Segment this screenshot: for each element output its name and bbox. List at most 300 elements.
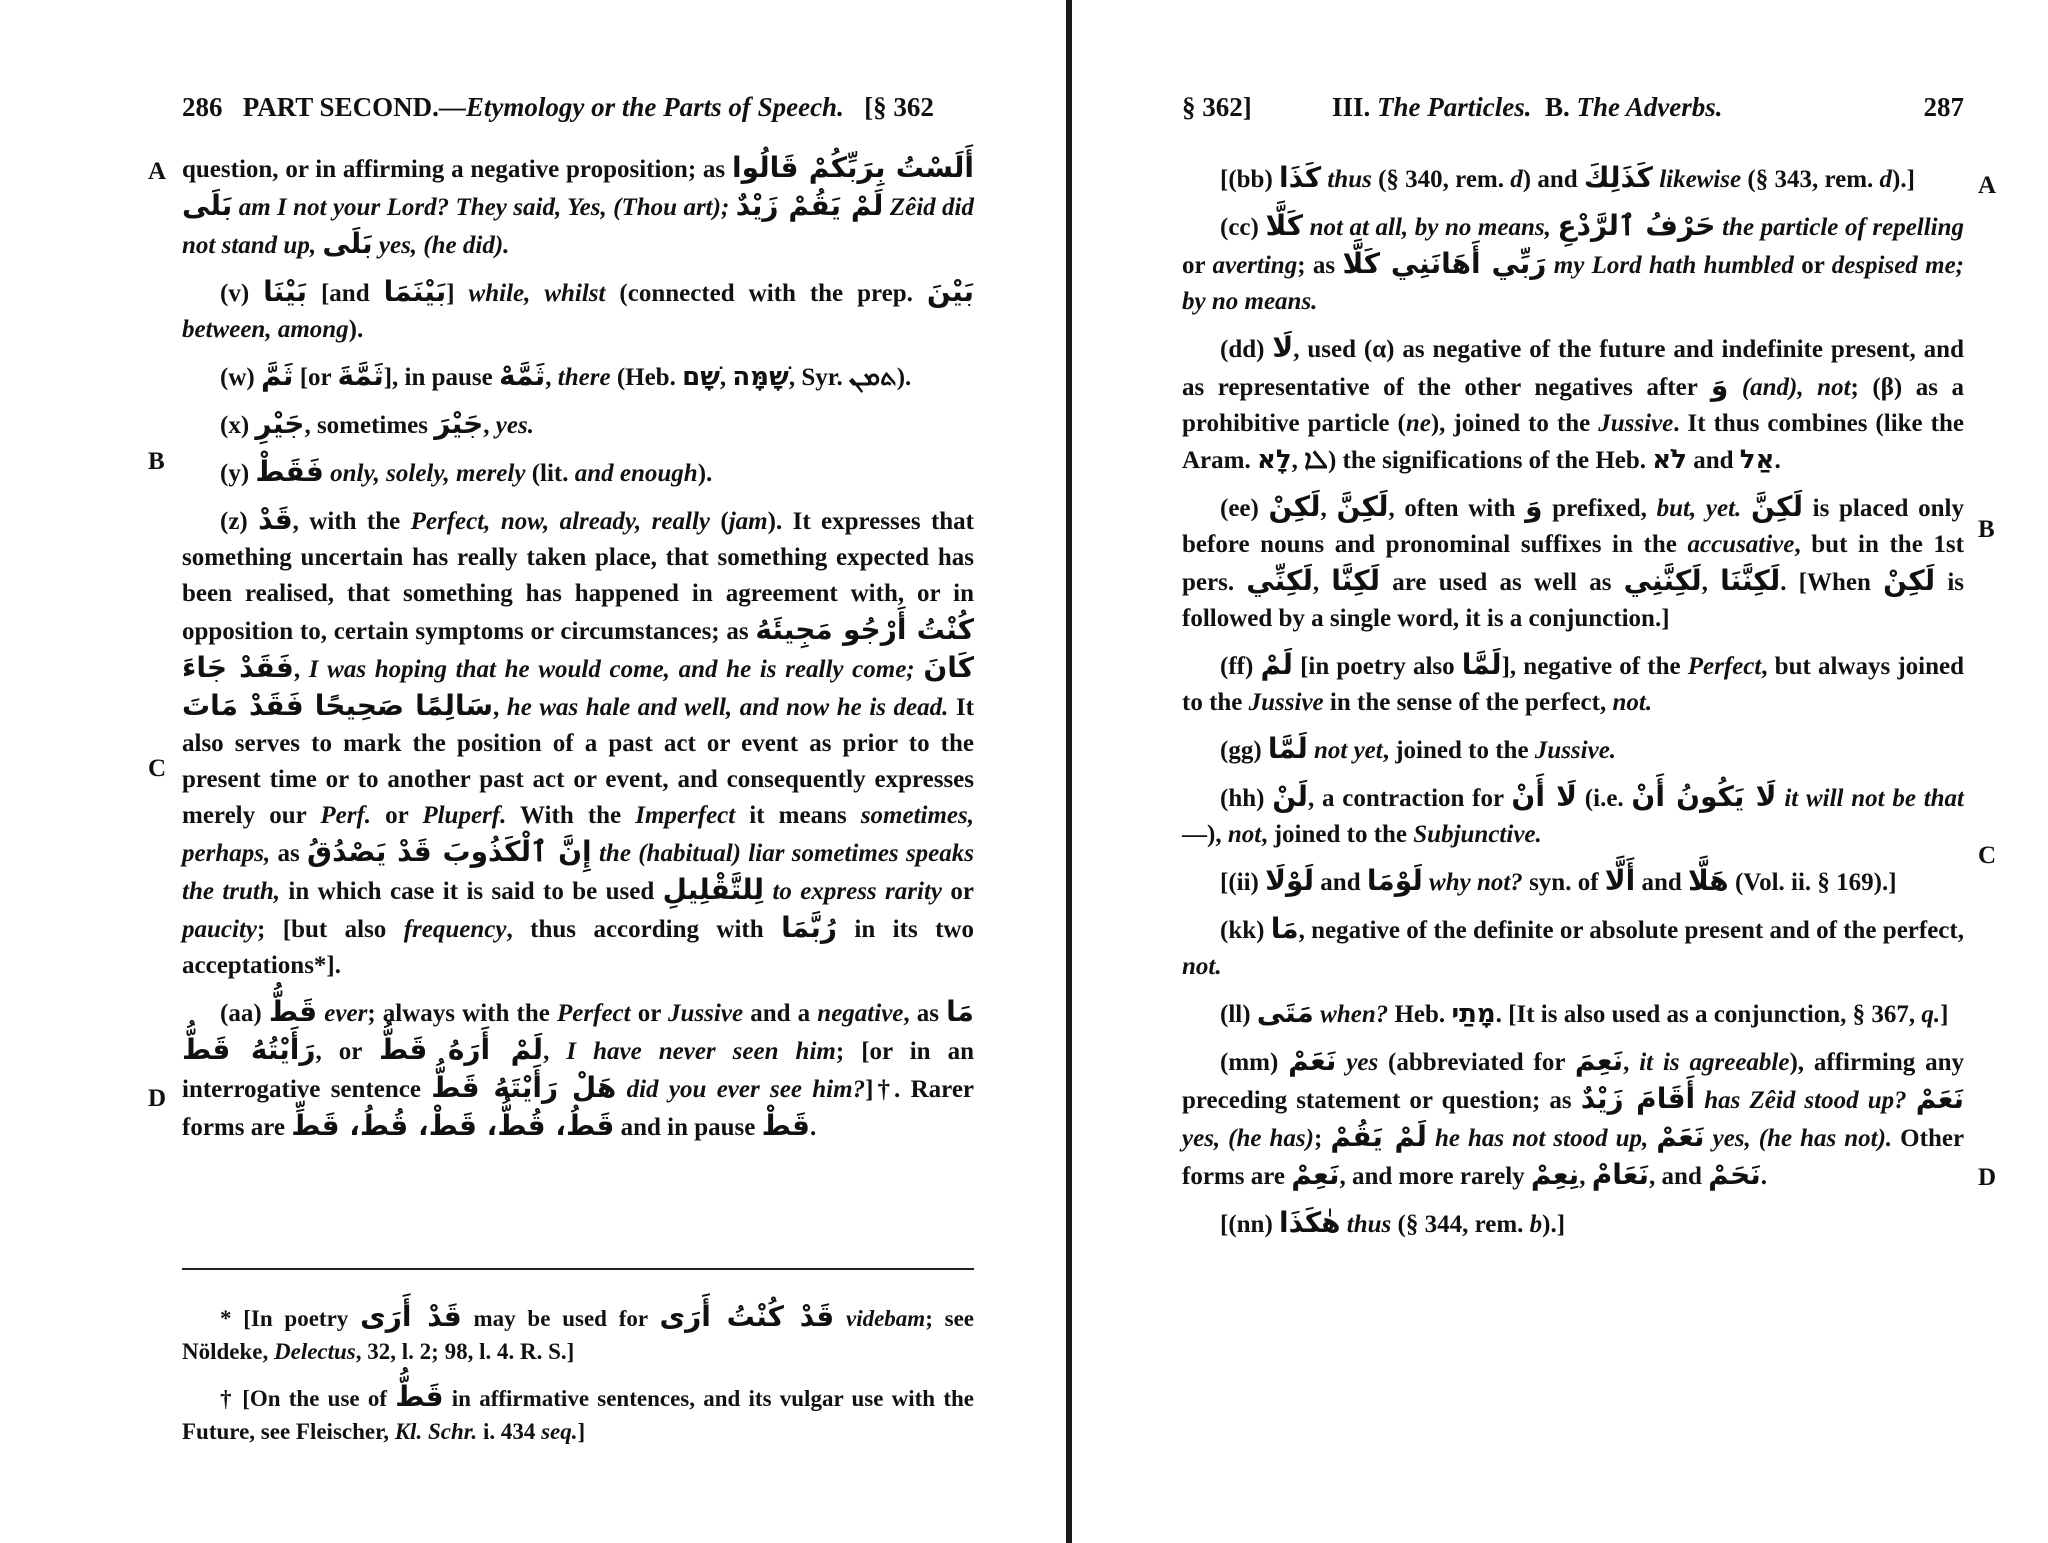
body-text: ) and: [1522, 166, 1584, 193]
body-text: (x): [220, 412, 256, 439]
part-title: PART SECOND.—: [242, 92, 466, 122]
italic-text: Jussive: [668, 1000, 744, 1027]
italic-text: I was hoping that he would come, and he is really come;: [308, 656, 924, 683]
body-text: , thus according with: [506, 916, 782, 943]
arabic-text: كَلَّا: [1265, 209, 1303, 242]
margin-letter-c: C: [1978, 842, 1997, 869]
body-text: as: [270, 840, 308, 867]
italic-text: there: [557, 364, 611, 391]
italic-text: frequency: [403, 916, 507, 943]
arabic-text: فَقَطْ: [255, 455, 324, 488]
arabic-text: مَتَى: [1256, 996, 1314, 1029]
arabic-text: بَيْنَ: [926, 275, 975, 308]
body-text: ).: [697, 460, 713, 487]
body-text: , but in the 1st pers.: [1182, 531, 1964, 596]
arabic-text: أَلَسْتُ بِرَبِّكُمْ قَالُوا: [731, 151, 974, 184]
italic-text: thus: [1327, 166, 1372, 193]
italic-text: b: [1529, 1211, 1543, 1238]
margin-letter-d: D: [1978, 1164, 1997, 1191]
arabic-text: كُنْتُ أَرْجُو مَجِيئَهُ فَقَدْ جَاءَ: [182, 613, 975, 684]
body-text: ,: [293, 656, 309, 683]
semitic-text: אַל: [1739, 445, 1775, 475]
italic-text: yes, (he did).: [372, 232, 510, 259]
body-text: (cc): [1220, 214, 1266, 241]
arabic-text: هَلَّا: [1688, 864, 1729, 897]
section-letter: B.: [1545, 92, 1570, 122]
semitic-text: שָׁמָּה: [732, 362, 789, 392]
body-text: ).]: [1892, 166, 1915, 193]
body-text: ; [but also: [257, 916, 404, 943]
italic-text: Delectus: [274, 1339, 356, 1364]
italic-text: did you ever see him?: [626, 1076, 866, 1103]
body-text: ,: [1312, 569, 1332, 596]
italic-text: yes.: [495, 412, 534, 439]
italic-text: between, among: [182, 316, 349, 343]
arabic-text: لَكِنَّنَا: [1720, 564, 1781, 597]
arabic-text: نَعِمَ: [1574, 1044, 1624, 1077]
body-text: (mm): [1220, 1049, 1289, 1076]
arabic-text: بَيْنَا: [263, 275, 308, 308]
body-text: [834, 1306, 846, 1331]
body-text: [(bb): [1220, 166, 1280, 193]
body-text: (connected with the prep.: [605, 280, 927, 307]
arabic-text: بَلَى: [322, 227, 373, 260]
italic-text: not yet: [1313, 737, 1383, 764]
arabic-text: إِنَّ ٱلْكَذُوبَ قَدْ يَصْدُقُ: [307, 835, 592, 868]
body-text: ,: [1320, 495, 1337, 522]
arabic-text: لَمْ يَقُمْ زَيْدٌ: [735, 189, 884, 222]
left-body-text: [182, 150, 974, 1156]
italic-text: the (habitual) liar sometimes speaks the truth,: [182, 840, 974, 905]
entry-paragraph: [182, 454, 974, 492]
italic-text: yes, (he has not).: [1712, 1125, 1893, 1152]
entry-paragraph: [182, 150, 974, 264]
italic-text: it will not be that: [1784, 785, 1965, 812]
body-text: , Syr.: [788, 364, 850, 391]
body-text: , and: [1649, 1163, 1709, 1190]
body-text: (Heb.: [610, 364, 683, 391]
body-text: is placed only before nouns and pronominal suffixes in the: [1182, 495, 1964, 558]
arabic-text: كَذَلِكَ: [1583, 161, 1653, 194]
body-text: [1907, 1087, 1916, 1114]
semitic-text: שָׁם: [682, 362, 720, 392]
body-text: .: [809, 1114, 817, 1141]
chapter-number: III.: [1332, 92, 1371, 122]
arabic-text: لِلتَّقْلِيلِ: [662, 873, 765, 906]
body-text: it means: [735, 802, 861, 829]
footnote: [182, 1380, 974, 1448]
italic-text: when?: [1320, 1001, 1389, 1028]
arabic-text: قَطْ: [761, 1109, 810, 1142]
right-page-number: 287: [1923, 92, 1964, 122]
arabic-text: لَا أَنْ: [1511, 780, 1578, 813]
body-text: syn. of: [1522, 869, 1605, 896]
italic-text: Subjunctive.: [1413, 821, 1542, 848]
margin-letter-d: D: [148, 1085, 167, 1112]
body-text: or: [942, 878, 974, 905]
body-text: . [It is also used as a conjunction, § 367,: [1495, 1001, 1922, 1028]
body-text: [1705, 1125, 1713, 1152]
italic-text: it is agreeable: [1639, 1049, 1790, 1076]
margin-letter-b: B: [148, 448, 165, 475]
body-text: or: [630, 1000, 669, 1027]
body-text: . It thus combines (like the Aram.: [1182, 410, 1964, 474]
body-text: prefixed,: [1542, 495, 1657, 522]
body-text: ,: [483, 412, 496, 439]
arabic-text: قَطُ، قُطُّ، قَطْ، قُطُ، قَطِّ: [291, 1109, 615, 1142]
part-subtitle: Etymology or the Parts of Speech.: [465, 92, 844, 122]
arabic-text: لَنْ: [1272, 780, 1308, 813]
arabic-text: هٰكَذَا: [1279, 1206, 1341, 1239]
entry-paragraph: [1182, 208, 1964, 320]
margin-letter-b: B: [1978, 516, 1995, 543]
italic-text: Kl. Schr.: [394, 1419, 478, 1444]
arabic-text: نَعَمْ: [1915, 1082, 1965, 1115]
italic-text: not at all, by no means,: [1309, 214, 1551, 241]
body-text: and: [1635, 869, 1689, 896]
body-text: (ee): [1220, 495, 1269, 522]
italic-text: and enough: [574, 460, 698, 487]
body-text: is followed by a single word, it is a conjunction.]: [1182, 569, 1965, 632]
body-text: , joined to the: [1382, 737, 1535, 764]
body-text: With the: [506, 802, 636, 829]
body-text: [616, 1076, 626, 1103]
body-text: ,: [1623, 1049, 1640, 1076]
italic-text: am I not your Lord? They said, Yes, (Thou art);: [232, 194, 736, 221]
entry-paragraph: [1182, 647, 1964, 721]
margin-letter-c: C: [148, 755, 167, 782]
body-text: (gg): [1220, 737, 1268, 764]
italic-text: Perfect: [557, 1000, 631, 1027]
body-text: are used as well as: [1380, 569, 1624, 596]
italic-text: thus: [1346, 1211, 1392, 1238]
body-text: [or: [293, 364, 338, 391]
left-page-number: 286: [182, 92, 223, 122]
arabic-text: نَعَامْ: [1591, 1158, 1650, 1191]
body-text: ,: [1701, 569, 1721, 596]
italic-text: Jussive: [1248, 689, 1324, 716]
arabic-text: لَكِنَّ: [1750, 490, 1803, 523]
right-running-header: [1182, 92, 1964, 123]
section-title: The Adverbs.: [1576, 92, 1723, 122]
body-text: (dd): [1220, 336, 1273, 363]
body-text: (§ 344, rem.: [1391, 1211, 1530, 1238]
body-text: [in poetry also: [1292, 653, 1462, 680]
body-text: in its two acceptations*].: [182, 916, 974, 979]
arabic-text: نِعِمْ: [1530, 1158, 1580, 1191]
arabic-text: قَدْ: [258, 503, 293, 536]
arabic-text: لَا يَكُونُ أَنْ: [1631, 780, 1777, 813]
body-text: ,: [1579, 1163, 1592, 1190]
italic-text: Jussive: [1598, 410, 1674, 437]
italic-text: Perfect, now, already, really: [410, 508, 710, 535]
arabic-text: لَمَّا: [1267, 732, 1308, 765]
body-text: (ff): [1220, 653, 1261, 680]
margin-letter-a: A: [1978, 172, 1997, 199]
body-text: , often with: [1388, 495, 1526, 522]
italic-text: but, yet.: [1656, 495, 1742, 522]
entry-paragraph: [1182, 995, 1964, 1033]
body-text: ).]: [1542, 1211, 1566, 1238]
entry-paragraph: [1182, 160, 1964, 198]
entry-paragraph: [1182, 330, 1964, 479]
italic-text: my Lord hath humbled: [1553, 252, 1794, 279]
body-text: , used (α) as negative of the future and indefinite present, and as representative of the other negatives after: [1182, 336, 1964, 401]
arabic-text: لَمَّا: [1461, 648, 1502, 681]
body-text: and: [1686, 447, 1740, 474]
arabic-text: لَمْ أَرَهُ قَطُّ: [378, 1033, 544, 1066]
arabic-text: لَكِنْ: [1268, 490, 1321, 523]
left-running-header: [182, 92, 934, 123]
italic-text: averting: [1212, 252, 1298, 279]
italic-text: only, solely, merely: [330, 460, 526, 487]
body-text: ]: [577, 1419, 586, 1444]
body-text: ).: [896, 364, 912, 391]
arabic-text: ثَمَّهْ: [499, 359, 546, 392]
body-text: in affirmative sentences, and its vulgar use with the Future, see Fleischer,: [182, 1386, 974, 1444]
italic-text: why not?: [1429, 869, 1523, 896]
arabic-text: رُبَّمَا: [781, 911, 837, 944]
body-text: [(ii): [1220, 869, 1266, 896]
arabic-text: نَحَمْ: [1708, 1158, 1761, 1191]
body-text: Other forms are: [1182, 1125, 1965, 1190]
arabic-text: لَمْ: [1260, 648, 1293, 681]
italic-text: Zêid did not stand up,: [182, 194, 974, 259]
italic-text: yes: [1346, 1049, 1379, 1076]
italic-text: q.: [1921, 1001, 1941, 1028]
body-text: , and more rarely: [1339, 1163, 1531, 1190]
italic-text: d: [1510, 166, 1523, 193]
body-text: . [When: [1780, 569, 1884, 596]
body-text: in which case it is said to be used: [280, 878, 663, 905]
body-text: , a contraction for: [1307, 785, 1512, 812]
italic-text: ne: [1405, 410, 1431, 437]
body-text: ,: [543, 1038, 567, 1065]
arabic-text: لَوْلَا: [1265, 864, 1315, 897]
body-text: i. 434: [477, 1419, 542, 1444]
body-text: [592, 840, 599, 867]
body-text: —),: [1182, 821, 1228, 848]
italic-text: (and), not: [1741, 374, 1851, 401]
arabic-text: لَكِنَّا: [1331, 564, 1381, 597]
body-text: ,: [493, 694, 507, 721]
italic-text: to express rarity: [772, 878, 942, 905]
italic-text: Pluperf.: [422, 802, 507, 829]
italic-text: not.: [1612, 689, 1653, 716]
body-text: (hh): [1220, 785, 1273, 812]
body-text: or: [1182, 252, 1213, 279]
italic-text: sometimes, perhaps,: [182, 802, 974, 867]
arabic-text: أَقَامَ زَيْدٌ: [1580, 1082, 1696, 1115]
body-text: (i.e.: [1577, 785, 1632, 812]
italic-text: videbam: [846, 1306, 926, 1331]
arabic-text: لَكِنْ: [1883, 564, 1936, 597]
entry-paragraph: [1182, 779, 1964, 853]
italic-text: not: [1227, 821, 1262, 848]
entry-paragraph: [182, 274, 974, 348]
italic-text: likewise: [1659, 166, 1742, 193]
body-text: ; see Nöldeke,: [182, 1306, 974, 1364]
arabic-text: لَكِنَّنِي: [1623, 564, 1702, 597]
italic-text: negative: [817, 1000, 904, 1027]
body-text: (y): [220, 460, 256, 487]
body-text: .: [1774, 447, 1781, 474]
italic-text: jam: [728, 508, 768, 535]
right-page: [1072, 0, 2048, 1543]
body-text: , 32, l. 2; 98, l. 4. R. S.]: [355, 1339, 575, 1364]
arabic-text: مَا رَأَيْتُهُ قَطُّ: [182, 995, 975, 1066]
body-text: or: [371, 802, 423, 829]
body-text: , or: [315, 1038, 379, 1065]
body-text: or: [1793, 252, 1832, 279]
body-text: [1741, 495, 1751, 522]
margin-letter-a: A: [148, 158, 167, 185]
body-text: (ll): [1220, 1001, 1257, 1028]
semitic-text: מָתַי: [1451, 999, 1496, 1029]
body-text: question, or in affirming a negative proposition; as: [182, 156, 732, 183]
body-text: ]: [446, 280, 469, 307]
body-text: , sometimes: [304, 412, 435, 439]
right-body-text: [1182, 160, 1964, 1253]
entry-paragraph: [182, 358, 974, 396]
body-text: ; as: [1297, 252, 1343, 279]
body-text: ], in pause: [383, 364, 500, 391]
body-text: ). It expresses that something uncertain has really taken place, that something expected has been realised, that something has happened in agreement with, or in opposition to, certain symptoms or circumstances; as: [182, 508, 974, 645]
arabic-text: جَيْرِ: [255, 407, 305, 440]
entry-paragraph: [1182, 489, 1964, 637]
body-text: , but always joined to the: [1182, 653, 1964, 716]
body-text: , as: [903, 1000, 947, 1027]
arabic-text: جَيْرَ: [434, 407, 484, 440]
arabic-text: وَ: [1525, 490, 1543, 523]
arabic-text: قَدْ كُنْتُ أَرَى: [659, 1300, 835, 1333]
body-text: [1303, 214, 1310, 241]
semitic-text: ܬܡܢ: [849, 362, 897, 392]
italic-text: the particle of repelling: [1722, 214, 1965, 241]
body-text: (z): [220, 508, 259, 535]
italic-text: Perf.: [320, 802, 372, 829]
body-text: [1695, 1087, 1704, 1114]
arabic-text: وَ: [1710, 369, 1729, 402]
body-text: ).: [348, 316, 364, 343]
entry-paragraph: [182, 994, 974, 1146]
italic-text: accusative: [1687, 531, 1795, 558]
body-text: ; [or in an interrogative sentence: [182, 1038, 974, 1103]
arabic-text: كَذَا: [1279, 161, 1322, 194]
entry-paragraph: [1182, 731, 1964, 769]
body-text: in the sense of the perfect,: [1323, 689, 1613, 716]
italic-text: Jussive.: [1534, 737, 1617, 764]
arabic-text: قَطُّ: [268, 995, 318, 1028]
arabic-text: لَوْمَا: [1366, 864, 1423, 897]
body-text: * [In poetry: [220, 1306, 361, 1331]
body-text: ], negative of the: [1501, 653, 1688, 680]
body-text: Heb.: [1388, 1001, 1452, 1028]
italic-text: he has not stood up,: [1434, 1125, 1649, 1152]
body-text: ; always with the: [367, 1000, 558, 1027]
body-text: [1728, 374, 1742, 401]
body-text: (§ 343, rem.: [1741, 166, 1880, 193]
body-text: ,: [1291, 447, 1305, 474]
body-text: [1546, 252, 1553, 279]
arabic-text: أَلَّا: [1604, 864, 1636, 897]
italic-text: not.: [1182, 953, 1222, 980]
body-text: (: [710, 508, 729, 535]
entry-paragraph: [182, 406, 974, 444]
body-text: (kk): [1220, 917, 1271, 944]
arabic-text: كَانَ سَالِمًا صَحِيحًا فَقَدْ مَاتَ: [182, 651, 975, 722]
body-text: and in pause: [614, 1114, 762, 1141]
italic-text: paucity: [182, 916, 257, 943]
body-text: (abbreviated for: [1378, 1049, 1575, 1076]
italic-text: despised me; by no means.: [1182, 252, 1965, 315]
arabic-text: هَلْ رَأَيْتَهُ قَطُّ: [431, 1071, 617, 1104]
left-section-ref: [§ 362: [864, 92, 934, 122]
body-text: (v): [220, 280, 264, 307]
body-text: [(nn): [1220, 1211, 1280, 1238]
body-text: [1336, 1049, 1346, 1076]
arabic-text: قَطُّ: [395, 1380, 444, 1413]
body-text: ) the significations of the Heb.: [1327, 447, 1653, 474]
arabic-text: رَبِّي أَهَانَنِي كَلَّا: [1342, 247, 1547, 280]
entry-paragraph: [1182, 1205, 1964, 1243]
arabic-text: ثَمَّةَ: [337, 359, 384, 392]
footnote: [182, 1300, 974, 1368]
body-text: ,: [545, 364, 558, 391]
arabic-text: حَرْفُ ٱلرَّدْعِ: [1557, 209, 1716, 242]
semitic-text: לֹא: [1652, 445, 1687, 475]
arabic-text: نَعَمْ: [1288, 1044, 1337, 1077]
body-text: (lit.: [525, 460, 575, 487]
arabic-text: لَا: [1272, 331, 1294, 364]
entry-paragraph: [182, 502, 974, 984]
italic-text: I have never seen him: [566, 1038, 836, 1065]
entry-paragraph: [1182, 1043, 1964, 1195]
body-text: and a: [743, 1000, 818, 1027]
arabic-text: ثَمَّ: [260, 359, 294, 392]
semitic-text: ܠܐ: [1304, 445, 1328, 475]
entry-paragraph: [1182, 911, 1964, 985]
body-text: ]†. Rarer forms are: [182, 1076, 975, 1141]
italic-text: ever: [324, 1000, 368, 1027]
body-text: (w): [220, 364, 261, 391]
body-text: ), affirming any preceding statement or question; as: [1182, 1049, 1964, 1114]
right-section-ref: § 362]: [1182, 92, 1252, 122]
body-text: ; (β) as a prohibitive particle (: [1182, 374, 1964, 437]
italic-text: seq.: [541, 1419, 578, 1444]
body-text: † [On the use of: [220, 1386, 396, 1411]
body-text: (§ 340, rem.: [1371, 166, 1511, 193]
italic-text: yes, (he has): [1182, 1125, 1314, 1152]
body-text: ,: [719, 364, 733, 391]
arabic-text: لَكِنِّي: [1246, 564, 1313, 597]
arabic-text: بَيْنَمَا: [383, 275, 447, 308]
body-text: , negative of the definite or absolute present and of the perfect,: [1298, 917, 1964, 944]
italic-text: he was hale and well, and now he is dead.: [506, 694, 949, 721]
body-text: may be used for: [461, 1306, 660, 1331]
arabic-text: لَمْ يَقُمْ: [1330, 1120, 1427, 1153]
body-text: and: [1314, 869, 1367, 896]
body-text: [1427, 1125, 1435, 1152]
body-text: , joined to the: [1261, 821, 1414, 848]
arabic-text: قَدْ أَرَى: [360, 1300, 462, 1333]
arabic-text: نَعَمْ: [1656, 1120, 1705, 1153]
arabic-text: بَلَى: [182, 189, 233, 222]
arabic-text: نَعِمْ: [1291, 1158, 1340, 1191]
italic-text: Imperfect: [635, 802, 736, 829]
body-text: (Vol. ii. § 169).]: [1728, 869, 1897, 896]
chapter-title: The Particles.: [1377, 92, 1532, 122]
